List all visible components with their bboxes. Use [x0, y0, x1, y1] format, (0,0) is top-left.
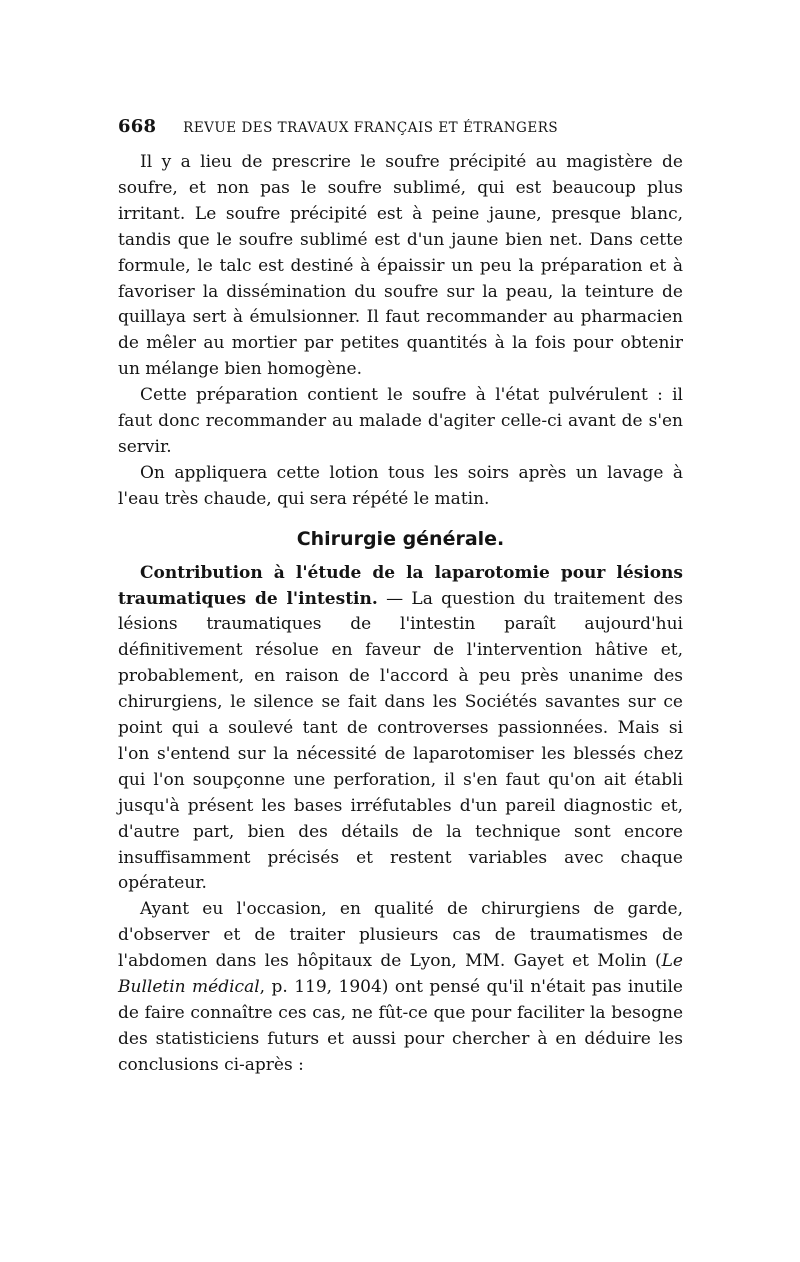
running-header — [118, 116, 683, 137]
page-number: 668 — [118, 116, 157, 137]
paragraph-sulfur-prescription: Il y a lieu de prescrire le soufre précipité au magistère de soufre, et non pas le soufre sublimé, qui est beaucoup plus irritant. Le soufre précipité est à peine jaune, presque blanc, tandis que le soufre sublimé est d'un jaune bien net. Dans cette formule, le talc est destiné à épaissir un peu la préparation et à favoriser la dissémination du soufre sur la peau, la teinture de quillaya sert à émulsionner. Il faut recommander au pharmacien de mêler au mortier par petites quantités à la fois pour obtenir un mélange bien homogène. — [118, 152, 683, 380]
paragraph-application: On appliquera cette lotion tous les soirs après un lavage à l'eau très chaude, qui sera répété le matin. — [118, 462, 683, 509]
section-heading: Chirurgie générale. — [296, 527, 505, 550]
paragraph-laparotomy-text: — La question du traitement des lésions traumatiques de l'intestin paraît aujourd'hui définitivement résolue en faveur de l'intervention hâtive et, probablement, en raison de l'accord à peu près unanime des chirurgiens, le silence se fait dans les Sociétés savantes sur ce point qui a soulevé tant de controverses passionnées. Mais si l'on s'entend sur la nécessité de laparotomiser les blessés chez qui l'on soupçonne une perforation, il s'en faut qu'on ait établi jusqu'à présent les bases irréfutables d'un pareil diagnostic et, d'autre part, bien des détails de la technique sont encore insuffisamment précisés et restent variables avec chaque opérateur. — [118, 588, 684, 894]
paragraph-preparation: Cette préparation contient le soufre à l'état pulvérulent : il faut donc recommander au malade d'agiter celle-ci avant de s'en servir. — [118, 385, 683, 457]
running-title: REVUE DES TRAVAUX FRANÇAIS ET ÉTRANGERS — [183, 120, 559, 136]
paragraph-gayet-molin-a: Ayant eu l'occasion, en qualité de chirurgiens de garde, d'observer et de traiter plusieurs cas de traumatismes de l'abdomen dans les hôpitaux de Lyon, MM. Gayet et Molin ( — [118, 899, 683, 972]
paragraph-gayet-molin-b: , p. 119, 1904) ont pensé qu'il n'était pas inutile de faire connaître ces cas, ne fût-ce que pour faciliter la besogne des statisticiens futurs et aussi pour chercher à en déduire les conclusions ci-après : — [118, 977, 683, 1075]
page-body — [118, 150, 683, 1079]
article-title: Contribution à l'étude de la laparotomie pour lésions traumatiques de l'intestin. — [118, 562, 683, 609]
paragraph-gayet-molin — [118, 897, 683, 1078]
paragraph-laparotomy — [118, 561, 683, 898]
journal-title: Le Bulletin médical — [118, 951, 683, 998]
